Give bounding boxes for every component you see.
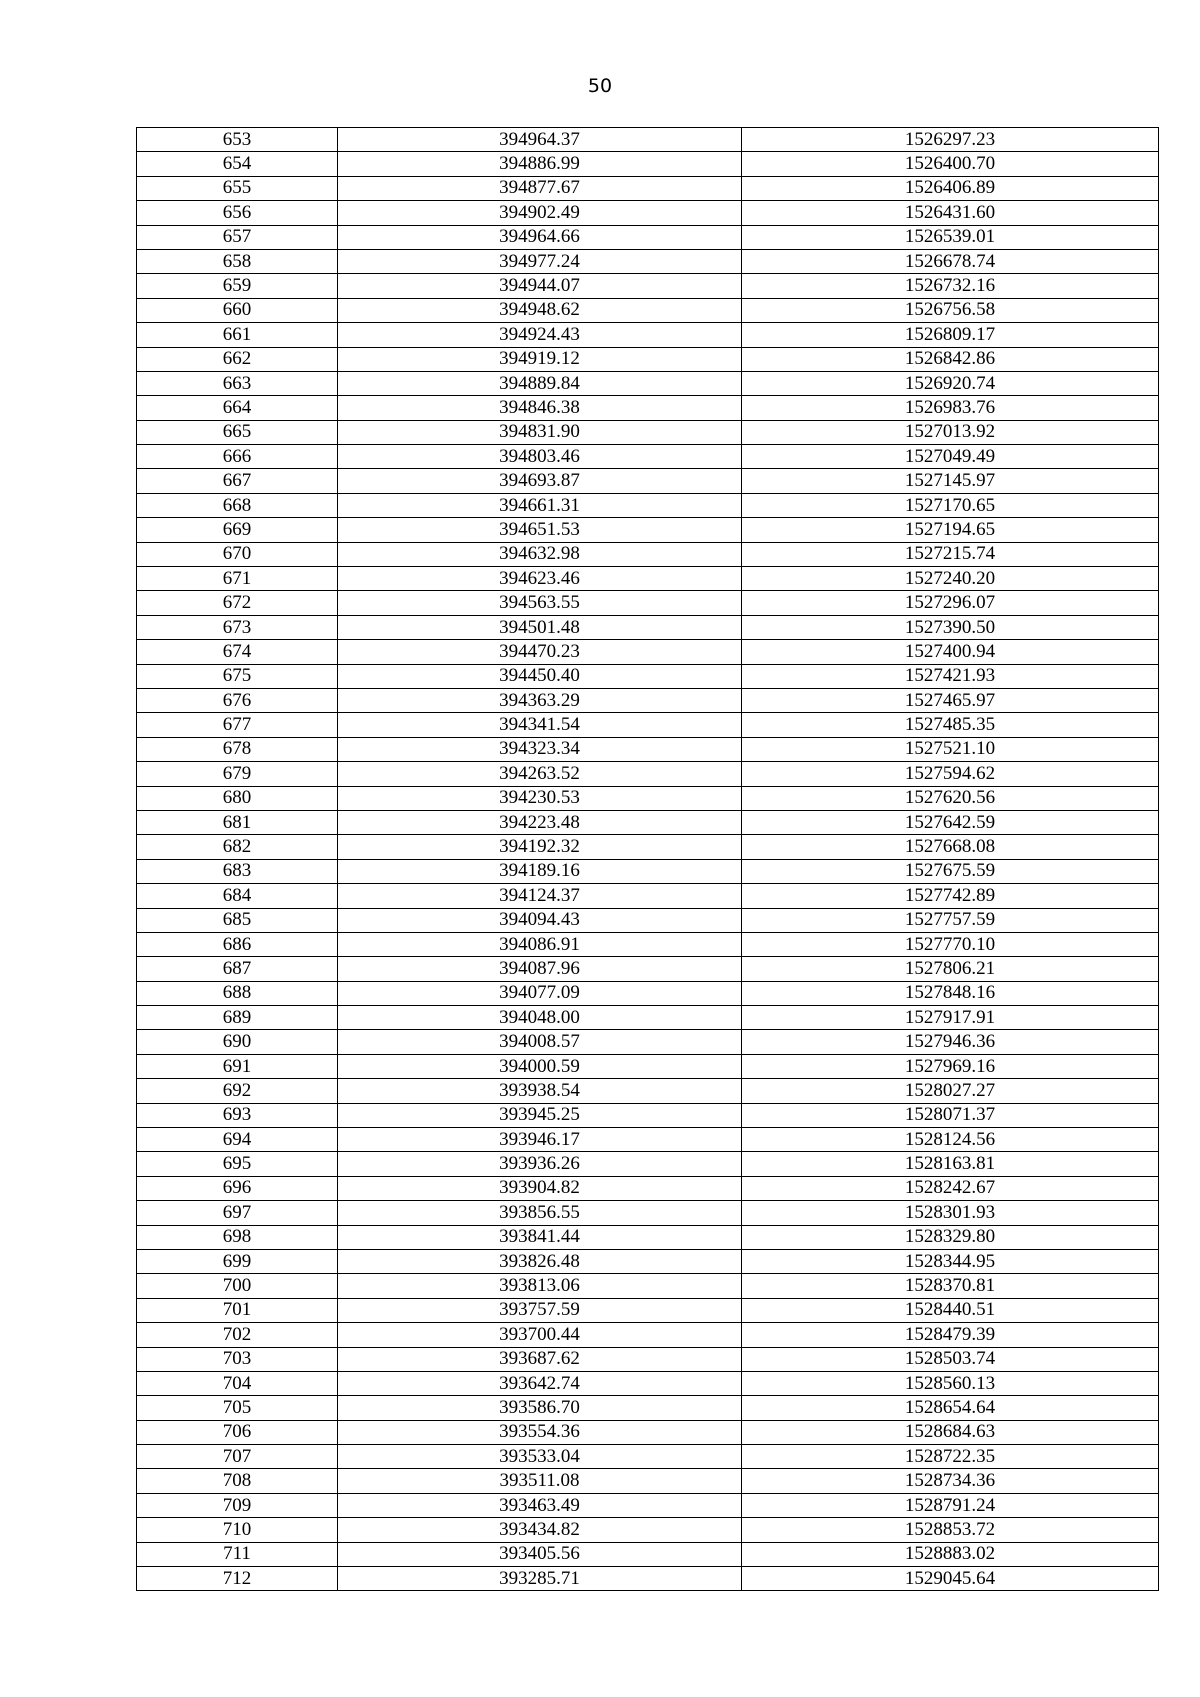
point-number-cell: 658 [137, 249, 338, 273]
point-number-cell: 656 [137, 201, 338, 225]
table-row [137, 1054, 1159, 1078]
y-coordinate-cell: 1527390.50 [742, 615, 1159, 639]
x-coordinate-cell: 394944.07 [338, 274, 742, 298]
table-row [137, 1347, 1159, 1371]
table-row [137, 225, 1159, 249]
y-coordinate-cell: 1528853.72 [742, 1518, 1159, 1542]
x-coordinate-cell: 393405.56 [338, 1542, 742, 1566]
x-coordinate-cell: 393642.74 [338, 1371, 742, 1395]
x-coordinate-cell: 394924.43 [338, 323, 742, 347]
y-coordinate-cell: 1527675.59 [742, 859, 1159, 883]
table-row [137, 1079, 1159, 1103]
x-coordinate-cell: 394889.84 [338, 371, 742, 395]
x-coordinate-cell: 393826.48 [338, 1249, 742, 1273]
y-coordinate-cell: 1527620.56 [742, 786, 1159, 810]
point-number-cell: 706 [137, 1420, 338, 1444]
x-coordinate-cell: 394000.59 [338, 1054, 742, 1078]
x-coordinate-cell: 394501.48 [338, 615, 742, 639]
x-coordinate-cell: 394803.46 [338, 445, 742, 469]
x-coordinate-cell: 394223.48 [338, 810, 742, 834]
y-coordinate-cell: 1528654.64 [742, 1396, 1159, 1420]
x-coordinate-cell: 394661.31 [338, 493, 742, 517]
x-coordinate-cell: 393813.06 [338, 1274, 742, 1298]
point-number-cell: 710 [137, 1518, 338, 1542]
table-row [137, 1445, 1159, 1469]
point-number-cell: 695 [137, 1152, 338, 1176]
y-coordinate-cell: 1528560.13 [742, 1371, 1159, 1395]
x-coordinate-cell: 393904.82 [338, 1176, 742, 1200]
point-number-cell: 696 [137, 1176, 338, 1200]
y-coordinate-cell: 1527421.93 [742, 664, 1159, 688]
x-coordinate-cell: 394263.52 [338, 762, 742, 786]
table-row [137, 908, 1159, 932]
point-number-cell: 687 [137, 957, 338, 981]
table-row [137, 347, 1159, 371]
table-row [137, 445, 1159, 469]
y-coordinate-cell: 1528301.93 [742, 1201, 1159, 1225]
table-row [137, 1274, 1159, 1298]
point-number-cell: 662 [137, 347, 338, 371]
point-number-cell: 680 [137, 786, 338, 810]
x-coordinate-cell: 394563.55 [338, 591, 742, 615]
y-coordinate-cell: 1528883.02 [742, 1542, 1159, 1566]
table-row [137, 1323, 1159, 1347]
y-coordinate-cell: 1527215.74 [742, 542, 1159, 566]
x-coordinate-cell: 394094.43 [338, 908, 742, 932]
point-number-cell: 663 [137, 371, 338, 395]
x-coordinate-cell: 393938.54 [338, 1079, 742, 1103]
table-row [137, 469, 1159, 493]
point-number-cell: 697 [137, 1201, 338, 1225]
y-coordinate-cell: 1527668.08 [742, 835, 1159, 859]
x-coordinate-cell: 394230.53 [338, 786, 742, 810]
point-number-cell: 665 [137, 420, 338, 444]
y-coordinate-cell: 1527049.49 [742, 445, 1159, 469]
y-coordinate-cell: 1527521.10 [742, 737, 1159, 761]
point-number-cell: 683 [137, 859, 338, 883]
y-coordinate-cell: 1527013.92 [742, 420, 1159, 444]
point-number-cell: 673 [137, 615, 338, 639]
x-coordinate-cell: 394323.34 [338, 737, 742, 761]
x-coordinate-cell: 393533.04 [338, 1445, 742, 1469]
table-row [137, 835, 1159, 859]
x-coordinate-cell: 394831.90 [338, 420, 742, 444]
y-coordinate-cell: 1528071.37 [742, 1103, 1159, 1127]
y-coordinate-cell: 1528722.35 [742, 1445, 1159, 1469]
point-number-cell: 712 [137, 1567, 338, 1591]
y-coordinate-cell: 1526406.89 [742, 176, 1159, 200]
y-coordinate-cell: 1528684.63 [742, 1420, 1159, 1444]
x-coordinate-cell: 394623.46 [338, 567, 742, 591]
y-coordinate-cell: 1526678.74 [742, 249, 1159, 273]
table-row [137, 249, 1159, 273]
point-number-cell: 707 [137, 1445, 338, 1469]
x-coordinate-cell: 394341.54 [338, 713, 742, 737]
table-row [137, 371, 1159, 395]
x-coordinate-cell: 394693.87 [338, 469, 742, 493]
x-coordinate-cell: 394919.12 [338, 347, 742, 371]
x-coordinate-cell: 394948.62 [338, 298, 742, 322]
x-coordinate-cell: 394048.00 [338, 1006, 742, 1030]
y-coordinate-cell: 1527240.20 [742, 567, 1159, 591]
table-row [137, 786, 1159, 810]
table-row [137, 981, 1159, 1005]
point-number-cell: 671 [137, 567, 338, 591]
point-number-cell: 686 [137, 932, 338, 956]
table-row [137, 1469, 1159, 1493]
table-row [137, 420, 1159, 444]
point-number-cell: 666 [137, 445, 338, 469]
table-row [137, 201, 1159, 225]
table-row [137, 274, 1159, 298]
y-coordinate-cell: 1526756.58 [742, 298, 1159, 322]
coordinates-table [136, 127, 1159, 1591]
table-row [137, 176, 1159, 200]
point-number-cell: 709 [137, 1493, 338, 1517]
y-coordinate-cell: 1526842.86 [742, 347, 1159, 371]
point-number-cell: 667 [137, 469, 338, 493]
point-number-cell: 689 [137, 1006, 338, 1030]
table-row [137, 1176, 1159, 1200]
y-coordinate-cell: 1526539.01 [742, 225, 1159, 249]
point-number-cell: 660 [137, 298, 338, 322]
point-number-cell: 699 [137, 1249, 338, 1273]
y-coordinate-cell: 1528734.36 [742, 1469, 1159, 1493]
y-coordinate-cell: 1527465.97 [742, 688, 1159, 712]
y-coordinate-cell: 1527806.21 [742, 957, 1159, 981]
point-number-cell: 694 [137, 1128, 338, 1152]
y-coordinate-cell: 1528344.95 [742, 1249, 1159, 1273]
x-coordinate-cell: 394977.24 [338, 249, 742, 273]
table-row [137, 493, 1159, 517]
table-row [137, 518, 1159, 542]
y-coordinate-cell: 1529045.64 [742, 1567, 1159, 1591]
point-number-cell: 703 [137, 1347, 338, 1371]
y-coordinate-cell: 1528242.67 [742, 1176, 1159, 1200]
y-coordinate-cell: 1526400.70 [742, 152, 1159, 176]
table-row [137, 957, 1159, 981]
point-number-cell: 675 [137, 664, 338, 688]
x-coordinate-cell: 394651.53 [338, 518, 742, 542]
point-number-cell: 704 [137, 1371, 338, 1395]
x-coordinate-cell: 393463.49 [338, 1493, 742, 1517]
table-row [137, 640, 1159, 664]
point-number-cell: 670 [137, 542, 338, 566]
point-number-cell: 657 [137, 225, 338, 249]
point-number-cell: 678 [137, 737, 338, 761]
y-coordinate-cell: 1527594.62 [742, 762, 1159, 786]
point-number-cell: 701 [137, 1298, 338, 1322]
table-row [137, 1152, 1159, 1176]
y-coordinate-cell: 1527917.91 [742, 1006, 1159, 1030]
x-coordinate-cell: 394008.57 [338, 1030, 742, 1054]
point-number-cell: 692 [137, 1079, 338, 1103]
table-row [137, 591, 1159, 615]
point-number-cell: 653 [137, 128, 338, 152]
x-coordinate-cell: 393856.55 [338, 1201, 742, 1225]
y-coordinate-cell: 1528329.80 [742, 1225, 1159, 1249]
table-row [137, 1201, 1159, 1225]
table-row [137, 688, 1159, 712]
point-number-cell: 711 [137, 1542, 338, 1566]
x-coordinate-cell: 394192.32 [338, 835, 742, 859]
x-coordinate-cell: 393946.17 [338, 1128, 742, 1152]
table-row [137, 713, 1159, 737]
table-row [137, 1493, 1159, 1517]
x-coordinate-cell: 394189.16 [338, 859, 742, 883]
table-row [137, 1396, 1159, 1420]
x-coordinate-cell: 393841.44 [338, 1225, 742, 1249]
x-coordinate-cell: 394086.91 [338, 932, 742, 956]
y-coordinate-cell: 1528370.81 [742, 1274, 1159, 1298]
table-row [137, 884, 1159, 908]
point-number-cell: 664 [137, 396, 338, 420]
x-coordinate-cell: 394124.37 [338, 884, 742, 908]
table-row [137, 1371, 1159, 1395]
table-row [137, 567, 1159, 591]
point-number-cell: 669 [137, 518, 338, 542]
table-row [137, 762, 1159, 786]
point-number-cell: 700 [137, 1274, 338, 1298]
point-number-cell: 702 [137, 1323, 338, 1347]
y-coordinate-cell: 1528163.81 [742, 1152, 1159, 1176]
x-coordinate-cell: 394964.37 [338, 128, 742, 152]
table-row [137, 1225, 1159, 1249]
point-number-cell: 708 [137, 1469, 338, 1493]
table-row [137, 1249, 1159, 1273]
x-coordinate-cell: 394363.29 [338, 688, 742, 712]
table-row [137, 859, 1159, 883]
table-row [137, 323, 1159, 347]
y-coordinate-cell: 1527145.97 [742, 469, 1159, 493]
y-coordinate-cell: 1527969.16 [742, 1054, 1159, 1078]
y-coordinate-cell: 1526431.60 [742, 201, 1159, 225]
point-number-cell: 677 [137, 713, 338, 737]
x-coordinate-cell: 394470.23 [338, 640, 742, 664]
point-number-cell: 698 [137, 1225, 338, 1249]
x-coordinate-cell: 393936.26 [338, 1152, 742, 1176]
x-coordinate-cell: 394077.09 [338, 981, 742, 1005]
y-coordinate-cell: 1526809.17 [742, 323, 1159, 347]
y-coordinate-cell: 1526983.76 [742, 396, 1159, 420]
x-coordinate-cell: 393554.36 [338, 1420, 742, 1444]
table-row [137, 1420, 1159, 1444]
y-coordinate-cell: 1526297.23 [742, 128, 1159, 152]
table-row [137, 664, 1159, 688]
table-row [137, 1128, 1159, 1152]
point-number-cell: 693 [137, 1103, 338, 1127]
table-row [137, 396, 1159, 420]
x-coordinate-cell: 393434.82 [338, 1518, 742, 1542]
x-coordinate-cell: 394964.66 [338, 225, 742, 249]
x-coordinate-cell: 393700.44 [338, 1323, 742, 1347]
x-coordinate-cell: 393945.25 [338, 1103, 742, 1127]
y-coordinate-cell: 1527848.16 [742, 981, 1159, 1005]
table-row [137, 1298, 1159, 1322]
y-coordinate-cell: 1528027.27 [742, 1079, 1159, 1103]
coordinates-table-body [137, 128, 1159, 1591]
point-number-cell: 654 [137, 152, 338, 176]
y-coordinate-cell: 1528440.51 [742, 1298, 1159, 1322]
table-row [137, 1542, 1159, 1566]
y-coordinate-cell: 1526920.74 [742, 371, 1159, 395]
point-number-cell: 684 [137, 884, 338, 908]
x-coordinate-cell: 394886.99 [338, 152, 742, 176]
point-number-cell: 668 [137, 493, 338, 517]
x-coordinate-cell: 393757.59 [338, 1298, 742, 1322]
table-row [137, 298, 1159, 322]
y-coordinate-cell: 1527296.07 [742, 591, 1159, 615]
y-coordinate-cell: 1526732.16 [742, 274, 1159, 298]
point-number-cell: 674 [137, 640, 338, 664]
point-number-cell: 681 [137, 810, 338, 834]
point-number-cell: 655 [137, 176, 338, 200]
table-row [137, 128, 1159, 152]
x-coordinate-cell: 393586.70 [338, 1396, 742, 1420]
table-row [137, 1030, 1159, 1054]
point-number-cell: 672 [137, 591, 338, 615]
x-coordinate-cell: 394632.98 [338, 542, 742, 566]
point-number-cell: 659 [137, 274, 338, 298]
y-coordinate-cell: 1527770.10 [742, 932, 1159, 956]
x-coordinate-cell: 394846.38 [338, 396, 742, 420]
table-row [137, 1006, 1159, 1030]
point-number-cell: 661 [137, 323, 338, 347]
y-coordinate-cell: 1527170.65 [742, 493, 1159, 517]
x-coordinate-cell: 394902.49 [338, 201, 742, 225]
x-coordinate-cell: 393285.71 [338, 1567, 742, 1591]
table-row [137, 615, 1159, 639]
point-number-cell: 691 [137, 1054, 338, 1078]
point-number-cell: 682 [137, 835, 338, 859]
point-number-cell: 676 [137, 688, 338, 712]
point-number-cell: 705 [137, 1396, 338, 1420]
table-row [137, 152, 1159, 176]
table-row [137, 737, 1159, 761]
y-coordinate-cell: 1528503.74 [742, 1347, 1159, 1371]
y-coordinate-cell: 1527742.89 [742, 884, 1159, 908]
y-coordinate-cell: 1528479.39 [742, 1323, 1159, 1347]
y-coordinate-cell: 1528124.56 [742, 1128, 1159, 1152]
table-row [137, 1567, 1159, 1591]
table-row [137, 1518, 1159, 1542]
point-number-cell: 690 [137, 1030, 338, 1054]
point-number-cell: 685 [137, 908, 338, 932]
point-number-cell: 688 [137, 981, 338, 1005]
table-row [137, 542, 1159, 566]
y-coordinate-cell: 1527757.59 [742, 908, 1159, 932]
table-row [137, 1103, 1159, 1127]
y-coordinate-cell: 1527946.36 [742, 1030, 1159, 1054]
page-number: 50 [587, 75, 613, 97]
y-coordinate-cell: 1527642.59 [742, 810, 1159, 834]
x-coordinate-cell: 393687.62 [338, 1347, 742, 1371]
table-row [137, 932, 1159, 956]
x-coordinate-cell: 394450.40 [338, 664, 742, 688]
y-coordinate-cell: 1528791.24 [742, 1493, 1159, 1517]
y-coordinate-cell: 1527485.35 [742, 713, 1159, 737]
point-number-cell: 679 [137, 762, 338, 786]
table-row [137, 810, 1159, 834]
x-coordinate-cell: 394877.67 [338, 176, 742, 200]
x-coordinate-cell: 393511.08 [338, 1469, 742, 1493]
y-coordinate-cell: 1527400.94 [742, 640, 1159, 664]
y-coordinate-cell: 1527194.65 [742, 518, 1159, 542]
x-coordinate-cell: 394087.96 [338, 957, 742, 981]
